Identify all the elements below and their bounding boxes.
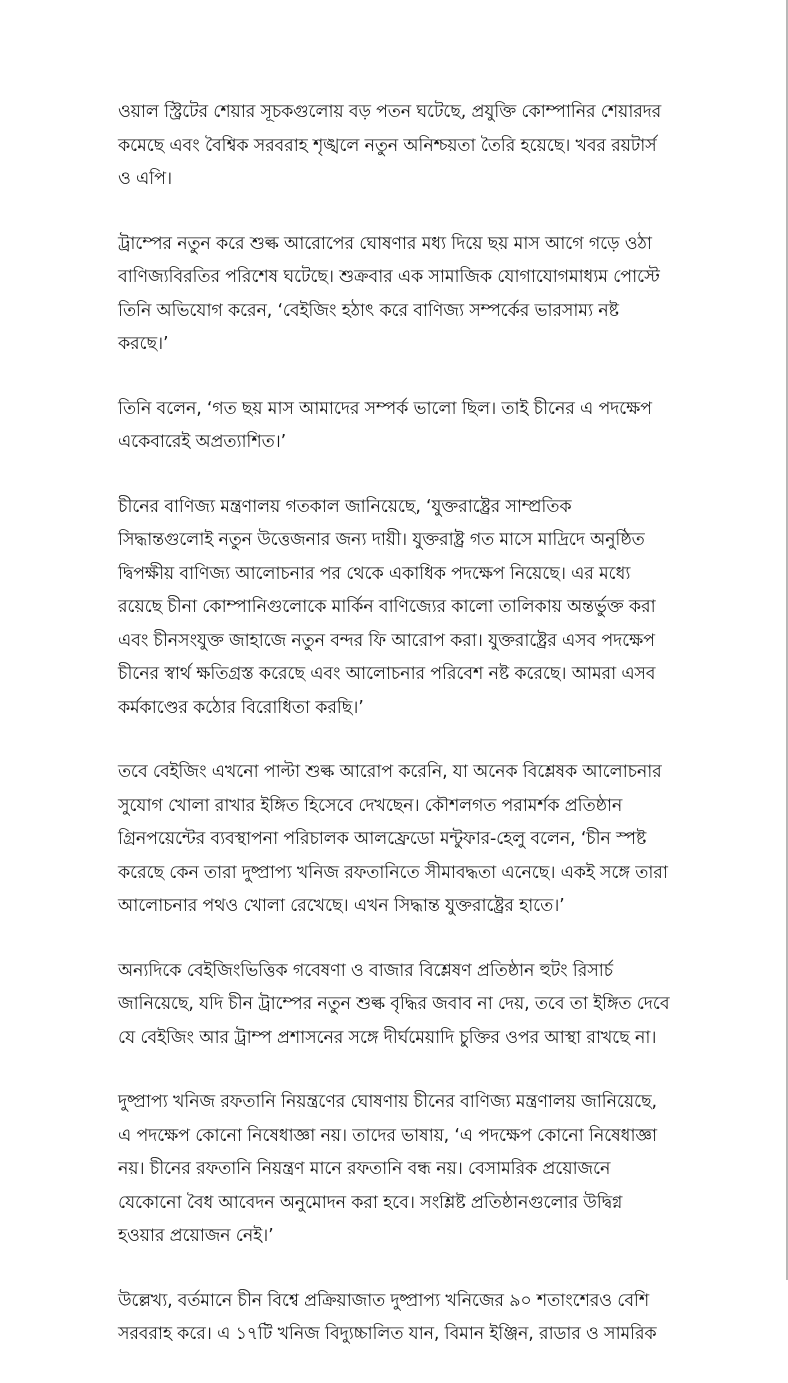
paragraph-trade-truce-end: ট্রাম্পের নতুন করে শুল্ক আরোপের ঘোষণার মধ্য দিয়ে ছয় মাস আগে গড়ে ওঠা বাণিজ্যবিরতির পরিশেষ ঘটেছে। শুক্রবার এক সামাজিক যোগাযোগমাধ্যম পোস্টে তিনি অভিযোগ করেন, ‘বেইজিং হঠাৎ করে বাণিজ্য সম্পর্কের ভারসাম্য নষ্ট করছে।’ xyxy=(118,233,660,354)
paragraph-china-commerce-ministry: চীনের বাণিজ্য মন্ত্রণালয় গতকাল জানিয়েছে, ‘যুক্তরাষ্ট্রের সাম্প্রতিক সিদ্ধান্তগুলোই নতুন উত্তেজনার জন্য দায়ী। যুক্তরাষ্ট্র গত মাসে মাদ্রিদে অনুষ্ঠিত দ্বিপক্ষীয় বাণিজ্য আলোচনার পর থেকে একাধিক পদক্ষেপ নিয়েছে। এর মধ্যে রয়েছে চীনা কোম্পানিগুলোকে মার্কিন বাণিজ্যের কালো তালিকায় অন্তর্ভুক্ত করা এবং চীনসংযুক্ত জাহাজে নতুন বন্দর ফি আরোপ করা। যুক্তরাষ্ট্রের এসব পদক্ষেপ চীনের স্বার্থ ক্ষতিগ্রস্ত করেছে এবং আলোচনার পরিবেশ নষ্ট করেছে। আমরা এসব কর্মকাণ্ডের কঠোর বিরোধিতা করছি।’ xyxy=(118,496,656,718)
article-body xyxy=(118,96,670,1383)
paragraph-hutong-research: অন্যদিকে বেইজিংভিত্তিক গবেষণা ও বাজার বিশ্লেষণ প্রতিষ্ঠান হুটং রিসার্চ জানিয়েছে, যদি চীন ট্রাম্পের নতুন শুল্ক বৃদ্ধির জবাব না দেয়, তবে তা ইঙ্গিত দেবে যে বেইজিং আর ট্রাম্প প্রশাসনের সঙ্গে দীর্ঘমেয়াদি চুক্তির ওপর আস্থা রাখছে না। xyxy=(118,960,670,1048)
paragraph-export-control: দুষ্প্রাপ্য খনিজ রফতানি নিয়ন্ত্রণের ঘোষণায় চীনের বাণিজ্য মন্ত্রণালয় জানিয়েছে, এ পদক্ষেপ কোনো নিষেধাজ্ঞা নয়। তাদের ভাষায়, ‘এ পদক্ষেপ কোনো নিষেধাজ্ঞা নয়। চীনের রফতানি নিয়ন্ত্রণ মানে রফতানি বন্ধ নয়। বেসামরিক প্রয়োজনে যেকোনো বৈধ আবেদন অনুমোদন করা হবে। সংশ্লিষ্ট প্রতিষ্ঠানগুলোর উদ্বিগ্ন হওয়ার প্রয়োজন নেই।’ xyxy=(118,1092,657,1246)
paragraph-trump-quote: তিনি বলেন, ‘গত ছয় মাস আমাদের সম্পর্ক ভালো ছিল। তাই চীনের এ পদক্ষেপ একেবারেই অপ্রত্যাশিত।’ xyxy=(118,398,652,452)
paragraph-rare-earth-supply: উল্লেখ্য, বর্তমানে চীন বিশ্বে প্রক্রিয়াজাত দুষ্প্রাপ্য খনিজের ৯০ শতাংশেরও বেশি সরবরাহ করে। এ ১৭টি খনিজ বিদ্যুচ্চালিত যান, বিমান ইঞ্জিন, রাডার ও সামরিক xyxy=(118,1290,657,1344)
paragraph-analyst-view: তবে বেইজিং এখনো পাল্টা শুল্ক আরোপ করেনি, যা অনেক বিশ্লেষক আলোচনার সুযোগ খোলা রাখার ইঙ্গিত হিসেবে দেখছেন। কৌশলগত পরামর্শক প্রতিষ্ঠান গ্রিনপয়েন্টের ব্যবস্থাপনা পরিচালক আলফ্রেডো মন্টুফার-হেলু বলেন, ‘চীন স্পষ্ট করেছে কেন তারা দুষ্প্রাপ্য খনিজ রফতানিতে সীমাবদ্ধতা এনেছে। একই সঙ্গে তারা আলোচনার পথও খোলা রেখেছে। এখন সিদ্ধান্ত যুক্তরাষ্ট্রের হাতে।’ xyxy=(118,762,668,916)
paragraph-market-fall: ওয়াল স্ট্রিটের শেয়ার সূচকগুলোয় বড় পতন ঘটেছে, প্রযুক্তি কোম্পানির শেয়ারদর কমেছে এবং বৈশ্বিক সরবরাহ শৃঙ্খলে নতুন অনিশ্চয়তা তৈরি হয়েছে। খবর রয়টার্স ও এপি। xyxy=(118,102,662,189)
